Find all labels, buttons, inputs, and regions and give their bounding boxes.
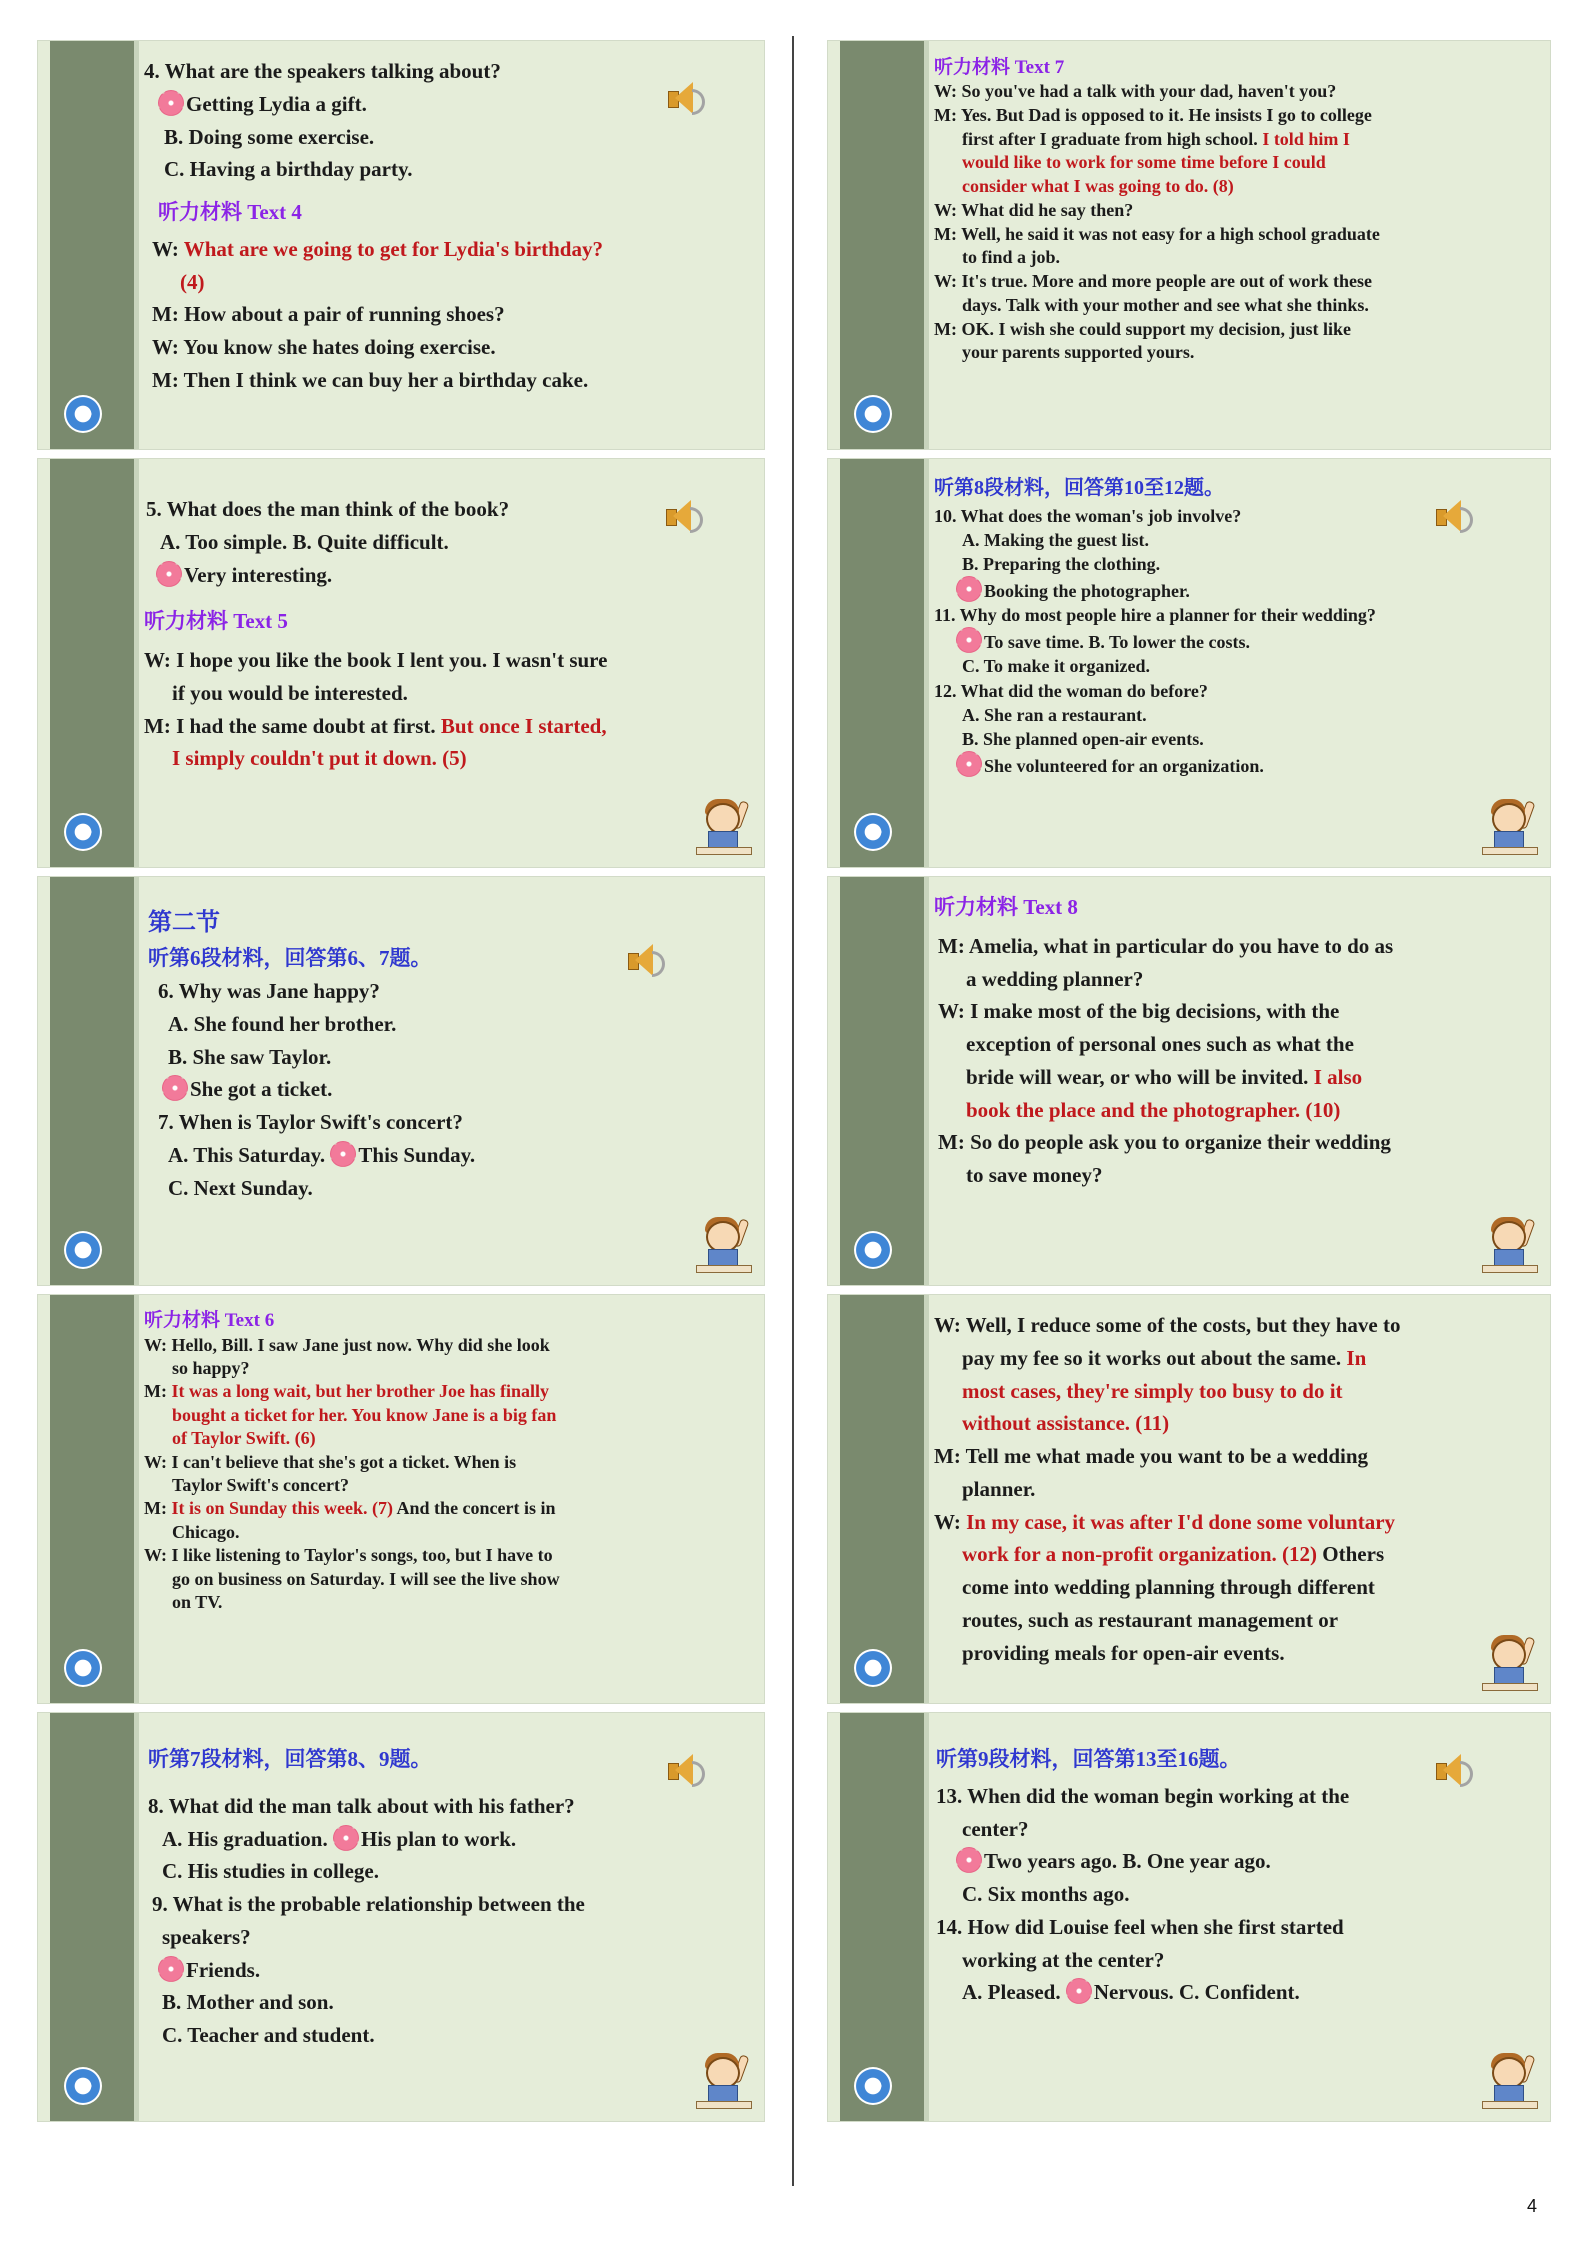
answer-text: It is on Sunday this week. (7)	[171, 1498, 394, 1519]
text-segment: Friends.	[186, 1957, 261, 1982]
text-segment: 12. What did the woman do before?	[934, 680, 1208, 701]
text-line	[144, 559, 752, 592]
text-segment: 7. When is Taylor Swift's concert?	[158, 1110, 463, 1135]
slide-body	[144, 473, 752, 859]
answer-text: What are we going to get for Lydia's birthday?	[183, 236, 603, 261]
school-logo-icon	[64, 1649, 102, 1687]
text-line	[144, 331, 752, 364]
speaker-icon[interactable]	[666, 77, 706, 121]
text-segment: Nervous. C. Confident.	[1093, 1980, 1300, 2005]
text-line	[144, 1921, 752, 1954]
text-line	[144, 1855, 752, 1888]
speaker-icon[interactable]	[626, 939, 666, 983]
text-segment: C. Teacher and student.	[162, 2023, 375, 2047]
slide-sidebar	[828, 41, 929, 449]
text-line	[144, 1568, 752, 1591]
slide-text6	[37, 1294, 765, 1704]
text-line	[144, 2019, 752, 2052]
text-segment: 第二节	[148, 910, 220, 936]
slide-text8-cont	[827, 1294, 1551, 1704]
student-cartoon-icon	[1482, 1215, 1536, 1275]
text-line	[144, 1008, 752, 1041]
text-segment: A. This Saturday.	[168, 1142, 331, 1167]
text-segment: 14. How did Louise feel when she first started	[936, 1914, 1344, 1939]
text-line	[144, 1888, 752, 1921]
text-line	[144, 233, 752, 266]
answer-text: I told him I	[1262, 128, 1350, 149]
answer-text: In my case, it was after I'd done some voluntary	[966, 1509, 1396, 1534]
text-line	[144, 1451, 752, 1474]
text-line	[934, 199, 1538, 223]
answer-flower-icon	[333, 1825, 359, 1851]
text-segment: C. To make it organized.	[962, 656, 1151, 677]
school-logo-icon	[64, 813, 102, 851]
text-segment: M:	[144, 1381, 172, 1402]
text-line	[144, 298, 752, 331]
text-line	[144, 1357, 752, 1380]
slide-q10-12	[827, 458, 1551, 868]
slide-body	[144, 1727, 752, 2113]
text-line	[144, 1591, 752, 1614]
school-logo-icon	[64, 395, 102, 433]
text-segment: She got a ticket.	[190, 1077, 333, 1102]
text-line	[934, 1878, 1538, 1911]
slide-q13-14	[827, 1712, 1551, 2122]
slide-q6-7	[37, 876, 765, 1286]
text-segment: 13. When did the woman begin working at the	[936, 1783, 1350, 1808]
text-segment: routes, such as restaurant management or	[962, 1607, 1339, 1632]
text-line	[934, 1126, 1538, 1159]
text-segment: M:	[144, 1498, 172, 1519]
text-line	[934, 318, 1538, 342]
text-segment: 听力材料 Text 7	[934, 57, 1065, 78]
text-segment: W: I make most of the big decisions, with the	[938, 999, 1340, 1024]
text-line	[934, 1309, 1538, 1342]
text-segment: bride will wear, or who will be invited.	[966, 1064, 1314, 1089]
text-line	[934, 151, 1538, 175]
text-segment: 听力材料 Text 8	[934, 895, 1078, 919]
answer-flower-icon	[956, 751, 982, 777]
text-line	[144, 1497, 752, 1520]
text-line	[934, 175, 1538, 199]
text-segment: M: Well, he said it was not easy for a high school graduate	[934, 223, 1380, 244]
text-segment: M: Tell me what made you want to be a wedding	[934, 1444, 1369, 1468]
text-segment: A. Making the guest list.	[962, 529, 1150, 550]
answer-text: of Taylor Swift. (6)	[172, 1428, 316, 1449]
text-segment: 听第7段材料，回答第8、9题。	[148, 1747, 432, 1771]
text-segment: speakers?	[162, 1924, 251, 1949]
text-line	[934, 603, 1538, 627]
text-segment: W: It's true. More and more people are out of work these	[934, 271, 1372, 292]
answer-text: In	[1346, 1345, 1367, 1370]
text-line	[144, 1404, 752, 1427]
text-line	[934, 576, 1538, 603]
text-line	[934, 270, 1538, 294]
text-segment: Booking the photographer.	[984, 581, 1190, 602]
text-segment: B. Mother and son.	[162, 1990, 334, 2015]
text-line	[934, 1911, 1538, 1944]
text-segment: M: Yes. But Dad is opposed to it. He insists I go to college	[934, 104, 1372, 125]
text-segment: exception of personal ones such as what the	[966, 1032, 1354, 1056]
text-line	[934, 627, 1538, 654]
text-line	[934, 1976, 1538, 2009]
slide-text7	[827, 40, 1551, 450]
text-line	[934, 930, 1538, 963]
text-line	[934, 1506, 1538, 1539]
slide-body	[144, 55, 752, 441]
school-logo-icon	[854, 2067, 892, 2105]
student-cartoon-icon	[1482, 2051, 1536, 2111]
text-line	[934, 128, 1538, 152]
answer-flower-icon	[956, 576, 982, 602]
text-segment: C. Six months ago.	[962, 1882, 1130, 1906]
text-segment: Taylor Swift's concert?	[172, 1475, 349, 1496]
slide-body	[144, 1309, 752, 1695]
speaker-icon[interactable]	[1434, 495, 1474, 539]
slide-heading	[144, 196, 752, 229]
text-segment: days. Talk with your mother and see what she thinks.	[962, 294, 1369, 315]
text-line	[144, 526, 752, 559]
speaker-icon[interactable]	[666, 1749, 706, 1793]
text-segment: W:	[934, 1509, 967, 1534]
text-line	[144, 1380, 752, 1403]
text-segment: A. She found her brother.	[168, 1011, 397, 1036]
text-line	[144, 1106, 752, 1139]
text-segment: to find a job.	[962, 247, 1061, 268]
slide-heading	[144, 905, 752, 942]
slide-sidebar	[38, 1713, 139, 2121]
text-segment: if you would be interested.	[172, 680, 408, 705]
text-line	[144, 1521, 752, 1544]
text-segment: A. Too simple. B. Quite difficult.	[160, 529, 449, 554]
text-line	[934, 703, 1538, 727]
text-segment: B. She saw Taylor.	[168, 1044, 332, 1069]
text-segment: C. His studies in college.	[162, 1859, 380, 1884]
text-line	[934, 654, 1538, 678]
text-line	[144, 1427, 752, 1450]
text-segment: This Sunday.	[358, 1142, 476, 1167]
answer-text: work for a non-profit organization. (12)	[962, 1542, 1318, 1567]
text-line	[934, 1845, 1538, 1878]
answer-text: It was a long wait, but her brother Joe has finally	[171, 1381, 550, 1402]
answer-flower-icon	[162, 1075, 188, 1101]
text-line	[144, 1172, 752, 1205]
text-segment: W: Well, I reduce some of the costs, but they have to	[934, 1313, 1401, 1337]
text-segment: 11. Why do most people hire a planner for their wedding?	[934, 605, 1376, 626]
text-segment: Chicago.	[172, 1521, 240, 1542]
text-segment: a wedding planner?	[966, 966, 1144, 991]
speaker-icon[interactable]	[664, 495, 704, 539]
text-segment: M: I had the same doubt at first.	[144, 713, 441, 738]
text-segment: 10. What does the woman's job involve?	[934, 505, 1242, 526]
text-segment: 听力材料 Text 6	[144, 1310, 275, 1331]
text-segment: so happy?	[172, 1358, 250, 1379]
text-segment: 8. What did the man talk about with his father?	[148, 1793, 575, 1818]
text-line	[934, 1637, 1538, 1670]
text-line	[934, 1440, 1538, 1473]
text-line	[144, 266, 752, 299]
slide-heading	[144, 1309, 752, 1334]
school-logo-icon	[64, 1231, 102, 1269]
text-line	[934, 1944, 1538, 1977]
answer-flower-icon	[330, 1141, 356, 1167]
slide-body	[934, 891, 1538, 1277]
text-line	[144, 55, 752, 88]
text-line	[934, 80, 1538, 104]
text-line	[144, 1954, 752, 1987]
text-segment: W:	[152, 236, 184, 261]
school-logo-icon	[854, 1231, 892, 1269]
text-segment: And the concert is in	[393, 1498, 556, 1519]
text-segment: 听第8段材料，回答第10至12题。	[934, 477, 1224, 499]
text-segment: M: OK. I wish she could support my decision, just like	[934, 318, 1352, 339]
text-line	[934, 104, 1538, 128]
text-line	[934, 223, 1538, 247]
text-segment: Getting Lydia a gift.	[186, 91, 367, 116]
text-segment: W: I can't believe that she's got a ticket. When is	[144, 1451, 517, 1472]
school-logo-icon	[854, 813, 892, 851]
text-segment: Two years ago. B. One year ago.	[984, 1849, 1271, 1874]
text-segment: 9. What is the probable relationship between the	[152, 1892, 585, 1916]
slide-sidebar	[38, 459, 139, 867]
student-cartoon-icon	[696, 2051, 750, 2111]
answer-text: bought a ticket for her. You know Jane is a big fan	[172, 1404, 557, 1425]
text-segment: A. His graduation.	[162, 1826, 333, 1851]
answer-flower-icon	[1066, 1978, 1092, 2004]
answer-flower-icon	[158, 90, 184, 116]
text-line	[934, 1538, 1538, 1571]
answer-text: would like to work for some time before I could	[962, 152, 1326, 173]
text-line	[144, 710, 752, 743]
text-line	[934, 1813, 1538, 1846]
text-segment: center?	[962, 1816, 1029, 1841]
text-segment: 6. Why was Jane happy?	[158, 979, 380, 1004]
text-line	[144, 121, 752, 154]
text-segment: M: How about a pair of running shoes?	[152, 302, 505, 327]
text-segment: To save time. B. To lower the costs.	[984, 632, 1251, 653]
answer-text: I simply couldn't put it down. (5)	[172, 746, 467, 771]
text-segment: She volunteered for an organization.	[984, 755, 1264, 776]
text-segment: 4. What are the speakers talking about?	[144, 59, 501, 83]
slide-sidebar	[828, 1295, 929, 1703]
text-line	[934, 679, 1538, 703]
text-segment: planner.	[962, 1476, 1036, 1501]
text-line	[144, 677, 752, 710]
answer-flower-icon	[956, 1847, 982, 1873]
answer-text: consider what I was going to do. (8)	[962, 176, 1234, 197]
answer-text: without assistance. (11)	[962, 1411, 1170, 1436]
student-cartoon-icon	[696, 1215, 750, 1275]
page-number: 4	[1526, 2196, 1537, 2216]
text-line	[934, 1061, 1538, 1094]
text-segment: Others	[1317, 1542, 1385, 1567]
text-line	[144, 153, 752, 186]
text-line	[934, 294, 1538, 318]
text-line	[934, 1473, 1538, 1506]
text-line	[934, 1604, 1538, 1637]
slide-q8-9	[37, 1712, 765, 2122]
slide-sidebar	[38, 41, 139, 449]
text-segment: W: I hope you like the book I lent you. I wasn't sure	[144, 648, 608, 672]
text-line	[934, 1028, 1538, 1061]
text-segment: 听力材料 Text 4	[158, 200, 302, 224]
text-segment: pay my fee so it works out about the same.	[962, 1345, 1347, 1370]
text-line	[934, 246, 1538, 270]
slide-heading	[934, 55, 1538, 80]
text-segment: on TV.	[172, 1591, 223, 1612]
text-line	[934, 995, 1538, 1028]
answer-flower-icon	[956, 627, 982, 653]
text-segment: providing meals for open-air events.	[962, 1640, 1285, 1665]
slide-sidebar	[38, 877, 139, 1285]
text-line	[144, 1986, 752, 2019]
text-segment: A. Pleased.	[962, 1980, 1066, 2005]
text-segment: working at the center?	[962, 1947, 1165, 1972]
slide-q4	[37, 40, 765, 450]
slide-sidebar	[828, 1713, 929, 2121]
text-line	[934, 341, 1538, 365]
student-cartoon-icon	[1482, 797, 1536, 857]
text-line	[934, 552, 1538, 576]
slide-body	[934, 1309, 1538, 1695]
text-line	[144, 1474, 752, 1497]
text-segment: M: So do people ask you to organize their wedding	[938, 1130, 1391, 1155]
text-line	[144, 493, 752, 526]
text-segment: W: You know she hates doing exercise.	[152, 335, 496, 359]
answer-text: (4)	[180, 269, 205, 294]
text-segment: 5. What does the man think of the book?	[146, 497, 510, 521]
text-segment: come into wedding planning through different	[962, 1575, 1375, 1599]
answer-text: most cases, they're simply too busy to do it	[962, 1378, 1343, 1403]
text-line	[144, 88, 752, 121]
text-line	[144, 364, 752, 397]
text-line	[144, 1073, 752, 1106]
text-line	[144, 1790, 752, 1823]
school-logo-icon	[854, 1649, 892, 1687]
text-line	[144, 1139, 752, 1172]
answer-text: But once I started,	[440, 713, 607, 738]
text-segment: B. Doing some exercise.	[164, 124, 375, 149]
speaker-icon[interactable]	[1434, 1749, 1474, 1793]
slide-body	[934, 55, 1538, 441]
text-line	[934, 963, 1538, 996]
slide-heading	[144, 605, 752, 638]
text-segment: W: What did he say then?	[934, 199, 1134, 220]
text-segment: B. She planned open-air events.	[962, 728, 1204, 749]
text-segment: 听力材料 Text 5	[144, 609, 288, 634]
text-line	[144, 1334, 752, 1357]
school-logo-icon	[64, 2067, 102, 2105]
slide-heading	[144, 1743, 752, 1776]
text-segment: Very interesting.	[184, 562, 333, 587]
slide-sidebar	[828, 877, 929, 1285]
text-segment: go on business on Saturday. I will see the live show	[172, 1568, 560, 1589]
text-segment: your parents supported yours.	[962, 342, 1195, 363]
answer-text: I also	[1313, 1064, 1363, 1089]
text-segment: C. Having a birthday party.	[164, 157, 413, 182]
text-segment: M: Amelia, what in particular do you have to do as	[938, 933, 1394, 958]
text-line	[144, 1041, 752, 1074]
text-segment: 听第9段材料，回答第13至16题。	[936, 1747, 1241, 1771]
text-segment: W: So you've had a talk with your dad, haven't you?	[934, 81, 1337, 102]
text-line	[144, 644, 752, 677]
text-segment: B. Preparing the clothing.	[962, 554, 1161, 575]
slide-sidebar	[38, 1295, 139, 1703]
student-cartoon-icon	[696, 797, 750, 857]
slide-q5	[37, 458, 765, 868]
text-line	[934, 1094, 1538, 1127]
text-segment: to save money?	[966, 1163, 1103, 1187]
answer-flower-icon	[158, 1956, 184, 1982]
text-line	[934, 1375, 1538, 1408]
text-segment: W: Hello, Bill. I saw Jane just now. Why did she look	[144, 1334, 550, 1355]
text-line	[144, 1544, 752, 1567]
text-line	[934, 1407, 1538, 1440]
column-divider	[792, 36, 794, 2186]
text-line	[934, 1342, 1538, 1375]
text-segment: M: Then I think we can buy her a birthday cake.	[152, 367, 589, 392]
text-segment: first after I graduate from high school.	[962, 128, 1263, 149]
school-logo-icon	[854, 395, 892, 433]
slide-heading	[934, 891, 1538, 924]
text-line	[144, 1823, 752, 1856]
text-segment: W: I like listening to Taylor's songs, too, but I have to	[144, 1545, 553, 1566]
text-segment: C. Next Sunday.	[168, 1175, 313, 1200]
text-line	[934, 727, 1538, 751]
slide-sidebar	[828, 459, 929, 867]
text-segment: 听第6段材料，回答第6、7题。	[148, 946, 432, 971]
text-line	[934, 1571, 1538, 1604]
text-segment: His plan to work.	[360, 1826, 517, 1851]
text-line	[934, 751, 1538, 778]
slide-text8	[827, 876, 1551, 1286]
student-cartoon-icon	[1482, 1633, 1536, 1693]
answer-flower-icon	[156, 561, 182, 587]
answer-text: book the place and the photographer. (10)	[966, 1097, 1341, 1122]
text-segment: A. She ran a restaurant.	[962, 704, 1147, 725]
text-line	[144, 742, 752, 775]
text-line	[934, 1159, 1538, 1192]
